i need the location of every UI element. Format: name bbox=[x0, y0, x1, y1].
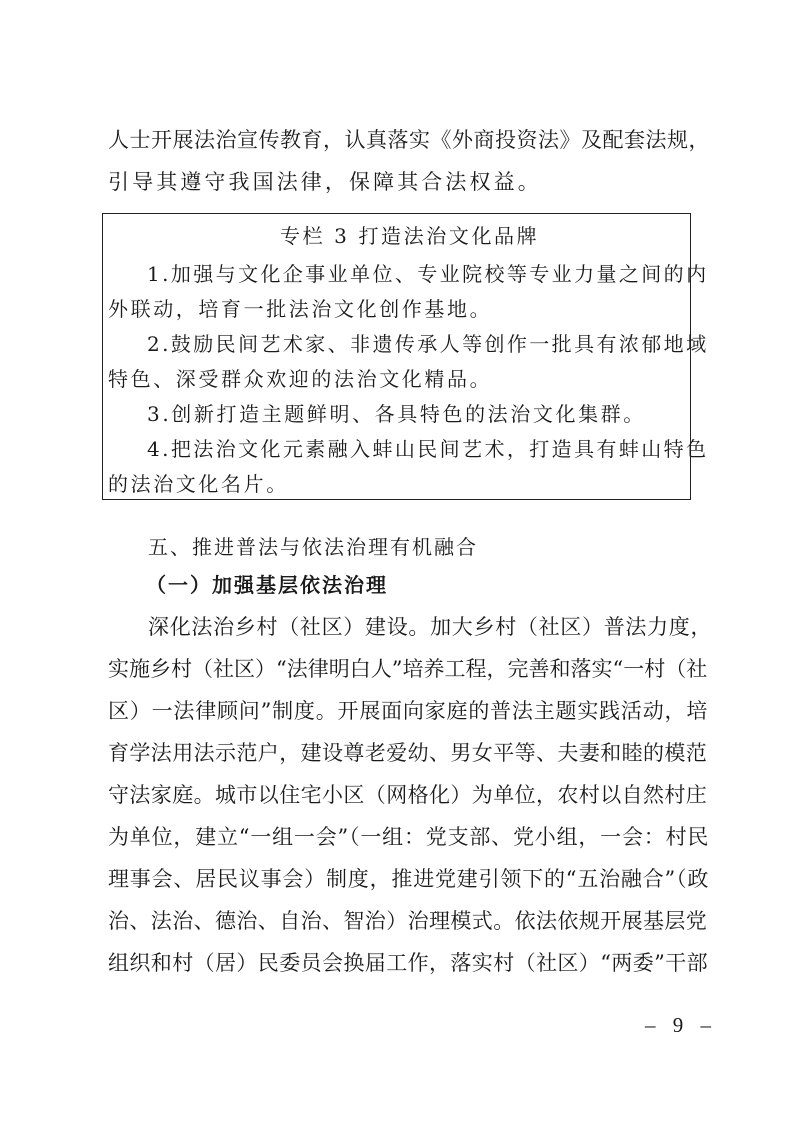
body-line-4: 育学法用法示范户，建设尊老爱幼、男女平等、夫妻和睦的模范 bbox=[108, 741, 708, 765]
column-box-title: 专栏 3 打造法治文化品牌 bbox=[280, 224, 540, 248]
column-item-2-line-1: 2.鼓励民间艺术家、非遗传承人等创作一批具有浓郁地域 bbox=[147, 332, 709, 356]
intro-line-2: 引导其遵守我国法律，保障其合法权益。 bbox=[108, 170, 542, 194]
body-line-5: 守法家庭。城市以住宅小区（网格化）为单位，农村以自然村庄 bbox=[108, 783, 708, 807]
column-item-2-line-2: 特色、深受群众欢迎的法治文化精品。 bbox=[108, 367, 493, 391]
section-heading: 五、推进普法与依法治理有机融合 bbox=[148, 535, 478, 559]
body-line-3: 区）一法律顾问”制度。开展面向家庭的普法主题实践活动，培 bbox=[108, 699, 709, 723]
body-line-7: 理事会、居民议事会）制度，推进党建引领下的“五治融合”（政 bbox=[108, 867, 710, 891]
intro-line-1: 人士开展法治宣传教育，认真落实《外商投资法》及配套法规， bbox=[108, 128, 710, 152]
section-subheading: （一）加强基层依法治理 bbox=[146, 573, 388, 597]
column-item-3-line-1: 3.创新打造主题鲜明、各具特色的法治文化集群。 bbox=[147, 402, 646, 426]
column-item-4-line-2: 的法治文化名片。 bbox=[108, 472, 289, 496]
body-line-9: 组织和村（居）民委员会换届工作，落实村（社区）“两委”干部 bbox=[108, 951, 709, 975]
page-number: – 9 – bbox=[645, 1013, 717, 1037]
column-item-1-line-2: 外联动，培育一批法治文化创作基地。 bbox=[108, 297, 493, 321]
body-line-1: 深化法治乡村（社区）建设。加大乡村（社区）普法力度， bbox=[148, 615, 713, 639]
body-line-8: 治、法治、德治、自治、智治）治理模式。依法依规开展基层党 bbox=[108, 909, 708, 933]
column-item-4-line-1: 4.把法治文化元素融入蚌山民间艺术，打造具有蚌山特色 bbox=[147, 437, 709, 461]
column-item-1-line-1: 1.加强与文化企事业单位、专业院校等专业力量之间的内 bbox=[147, 262, 709, 286]
body-line-2: 实施乡村（社区）“法律明白人”培养工程，完善和落实“一村（社 bbox=[108, 657, 708, 681]
body-line-6: 为单位，建立“一组一会”（一组：党支部、党小组，一会：村民 bbox=[108, 825, 710, 849]
